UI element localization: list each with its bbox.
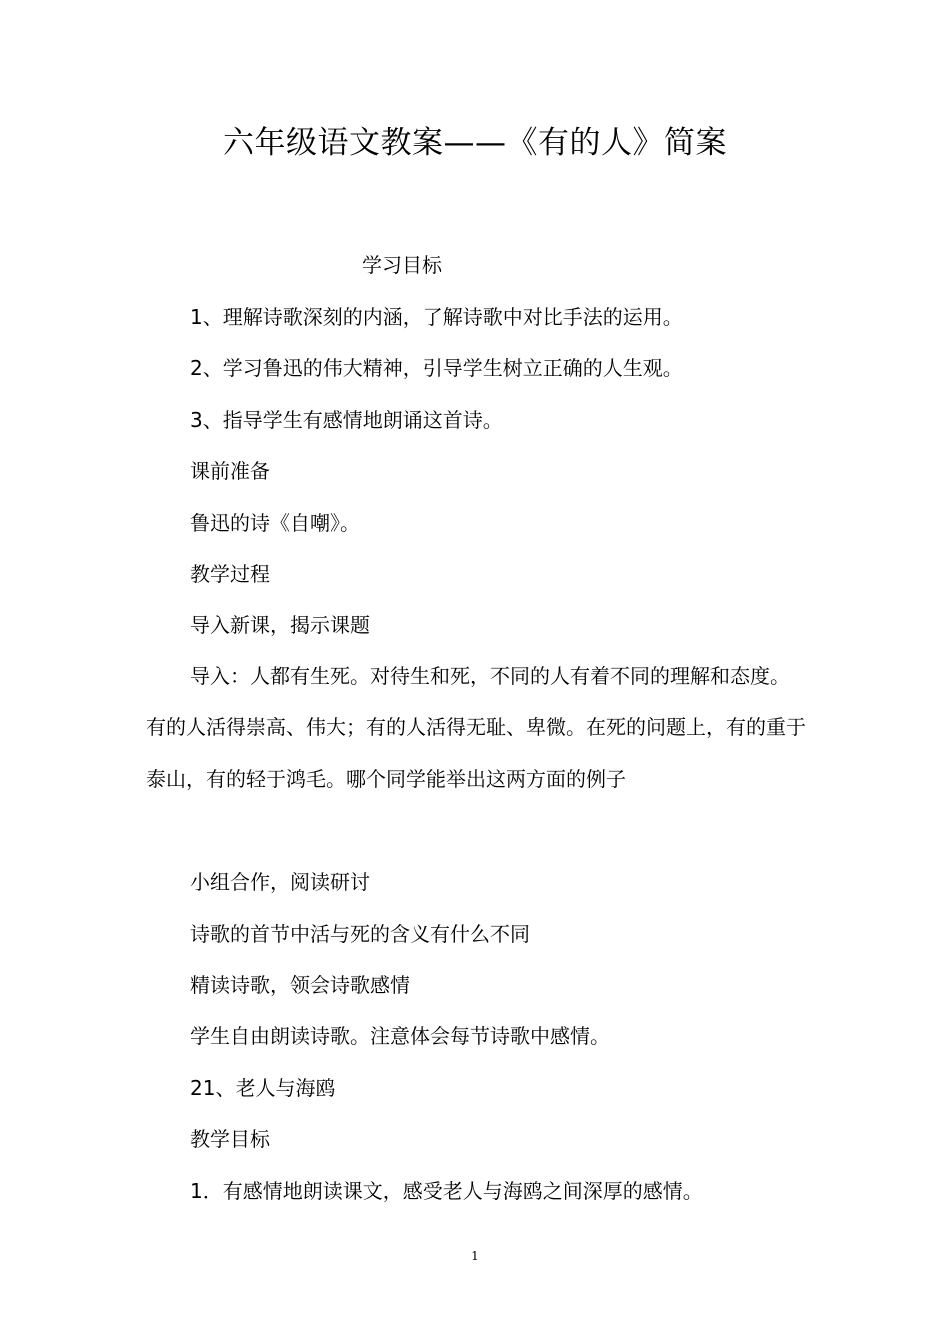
section-title-learning-goals: 学习目标 <box>362 253 442 277</box>
paragraph-preparation: 鲁迅的诗《自嘲》。 <box>190 511 360 535</box>
paragraph-question: 诗歌的首节中活与死的含义有什么不同 <box>190 922 530 946</box>
paragraph-intro-body: 导入：人都有生死。对待生和死，不同的人有着不同的理解和态度。有的人活得崇高、伟大；有的人活得无耻、卑微。在死的问题上，有的重于泰山，有的轻于鸿毛。哪个同学能举出这两方面的例子 <box>146 664 806 791</box>
paragraph-goal-3: 3、指导学生有感情地朗诵这首诗。 <box>190 408 503 432</box>
paragraph-heading-preparation: 课前准备 <box>190 459 270 483</box>
paragraph-goal-2: 2、学习鲁迅的伟大精神，引导学生树立正确的人生观。 <box>190 356 683 380</box>
paragraph-lesson-21: 21、老人与海鸥 <box>190 1076 336 1100</box>
document-title: 六年级语文教案——《有的人》简案 <box>223 125 727 161</box>
paragraph-free-reading: 学生自由朗读诗歌。注意体会每节诗歌中感情。 <box>190 1024 610 1048</box>
paragraph-group-work: 小组合作，阅读研讨 <box>190 870 370 894</box>
paragraph-heading-process: 教学过程 <box>190 562 270 586</box>
paragraph-heading-teaching-goals: 教学目标 <box>190 1127 270 1151</box>
paragraph-teaching-goal-1: 1．有感情地朗读课文，感受老人与海鸥之间深厚的感情。 <box>190 1179 703 1203</box>
paragraph-goal-1: 1、理解诗歌深刻的内涵，了解诗歌中对比手法的运用。 <box>190 305 683 329</box>
paragraph-close-reading: 精读诗歌，领会诗歌感情 <box>190 973 410 997</box>
paragraph-intro-heading: 导入新课，揭示课题 <box>190 613 370 637</box>
page-number: 1 <box>471 1249 479 1263</box>
